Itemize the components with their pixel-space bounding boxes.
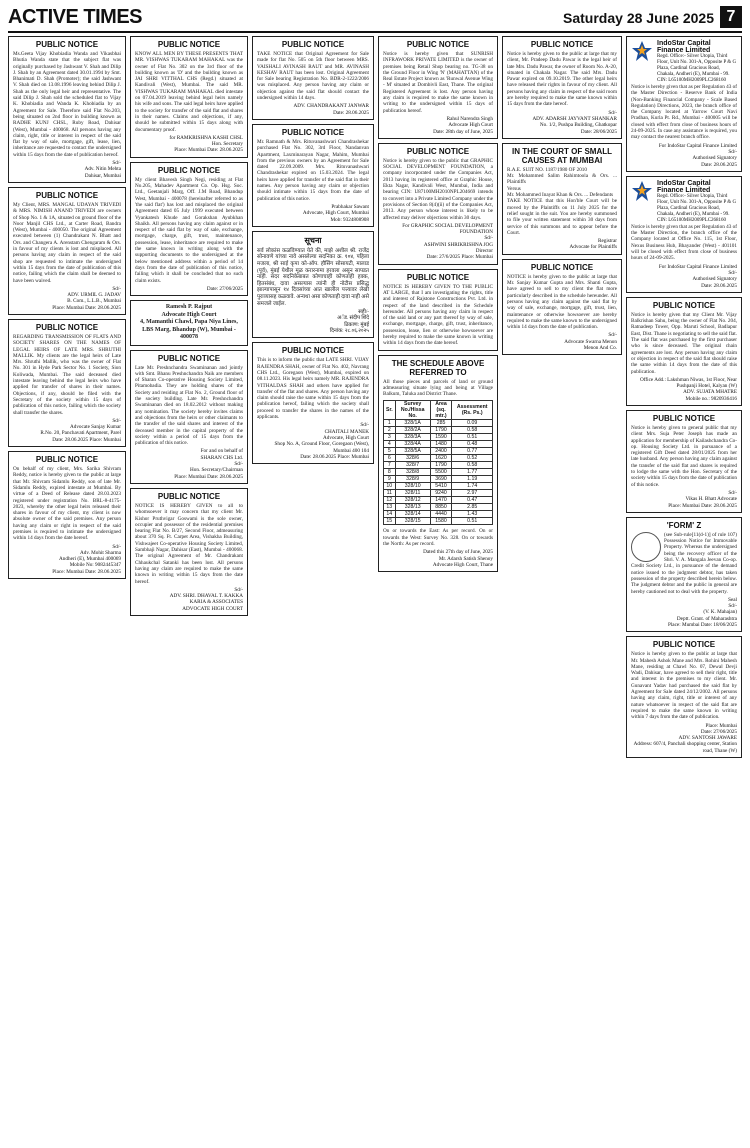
bank-name: IndoStar Capital Finance Limited <box>657 179 711 194</box>
notice-signature: Rahul Narendra Singh Advocate High Court Date: 28th day of June, 2025 <box>433 115 493 135</box>
notice-signature: Date: 27/06/2025 <box>206 285 243 292</box>
table-row <box>384 462 493 469</box>
column-4 <box>378 36 498 576</box>
table-cell: 0.48 <box>452 441 493 448</box>
indostar-logo-icon <box>631 180 653 202</box>
notice-body: On behalf of my client, Mrs. Sarika Shivram Reddy, notice is hereby given to the public at large that Mr. Shivram Sidamlu Reddy, son of late Mr. Sidamlu Reddy, expired intestate at Mumbai. By virtue of a Deed of Release dated 28.03.2023 registered under registration No. BRL-8-4175-2023, whereby the other legal heirs released their shares in favour of my client, my client is now absolute owner of the said premises. Any person having any claim or right in respect of the said premises is required to intimate the undersigned within 14 days from the date hereof. <box>13 466 121 542</box>
table-row <box>384 504 493 511</box>
table-cell: 1790 <box>430 427 452 434</box>
table-cell: 8850 <box>430 504 452 511</box>
masthead <box>8 6 742 28</box>
notice-body: KNOW ALL MEN BY THESE PRESENTS THAT MR. VISHWAS TUKARAM MAHAKAL was the owner of Flat No. 302 on the 3rd floor of the building known as 'D' and the building known as JAI SHRI VITTHAL CHS (Regd.) situated at Kandivali (West), Mumbai. The said MR. VISHWAS TUKARAM MAHAKAL died intestate on 07.04.2019 leaving behind legal heirs namely his wife and sons. The said legal heirs have applied to the society for transfer of the said flat and shares in their names. Claims and objections, if any, should be submitted within 15 days along with documentary proof. <box>135 51 243 133</box>
notice-heading: 'FORM' Z <box>666 520 702 530</box>
notice-body: R.A.E. SUIT NO. 1187/1980 OF 2010 Mr. Mohammed Salim Rahimtoola & Ors. ... Plaintiffs Versus Mr. Mohammed Inayat Khan & Ors. ... Defendants TAKE NOTICE that this Hon'ble Court will be moved by the Plaintiffs on 11 July 2025 for the relief sought in the suit. You are hereby summoned to file your written statement within 30 days from service of this summons and to appear before the Court. <box>507 166 617 236</box>
table-cell: 328/14 <box>395 511 430 518</box>
notice-heading: PUBLIC NOTICE <box>35 322 99 332</box>
table-cell: 1.74 <box>452 483 493 490</box>
table-cell: 9 <box>384 476 396 483</box>
table-cell: 1 <box>384 420 396 427</box>
notice-heading: PUBLIC NOTICE <box>35 455 99 465</box>
table-cell: 12 <box>384 497 396 504</box>
notice-signature: For IndoStar Capital Finance Limited Sd/- Authorised Signatory Date: 28.06.2025 <box>658 263 737 289</box>
survey-table <box>383 400 493 525</box>
notice-signature: For GRAPHIC SOCIAL DEVELOPMENT FOUNDATION Sd/- ASHWINI SHRIKRISHNA JOG Director Date: 27/6/2025 Place: Mumbai <box>402 222 493 261</box>
public-notice <box>252 124 374 227</box>
notice-body: (see Sub-rule[11(d-1)] of rule 107) Possession Notice for Immovable Property. Whereas the undersigned being the recovery officer of the Shri. V. A. Mangala Jeevan Co-op. Credit Society Ltd., in pursuance of the demand notice issued to the judgment debtor, has taken possession of the property described herein below. The judgment debtor and the public in general are hereby cautioned not to deal with the property. <box>631 531 737 595</box>
notice-signature: Sd/- ADV. SHRI. DHAVAL T. KAKKA KARIA & ASSOCIATES ADVOCATE HIGH COURT <box>169 586 243 612</box>
table-cell: 285 <box>430 420 452 427</box>
table-cell: 10 <box>384 483 396 490</box>
table-cell: 328/7 <box>395 462 430 469</box>
table-cell: 328/9 <box>395 476 430 483</box>
table-cell: 328/6 <box>395 455 430 462</box>
table-header: Assessment (Rs. Ps.) <box>452 401 493 420</box>
notice-body: My client Bhavesh Singh Negi, residing at Flat No.205, Mahadev Apartment Co. Op. Hsg. Soc. Ltd., Geetanjali Marg, Off. J.M Road, Bhandup West, Mumbai - 400078 (hereinafter referred to as 'the said flat') has lost and misplaced the original Agreement dated 05 July 1999 executed between Vyankatesh Khude and Gorakshan Ayubkhan Shaikh. All persons having any claim against or in respect of the said flat by way of sale, exchange, mortgage, charge, gift, trust, maintenance, possession, lease, inheritance are required to make the same known in writing along with the supporting documents to the undersigned at the below mentioned address within a period of 14 days from the date of publication of this notice, failing which it shall be concluded that no such claim exists. <box>135 176 243 284</box>
table-header: Survey No./Hissa No. <box>395 401 430 420</box>
notice-heading: PUBLIC NOTICE <box>157 165 221 175</box>
public-notice <box>8 451 126 579</box>
public-notice <box>8 36 126 183</box>
notice-body: Late Mr. Preshnchandra Swaminanan and jointly with Smt. Bhanu Preshnchandra Naik are members of Sharan Co-operative Housing Society Limited, Pitamobadia. They are holding shares of the Society and residing at Flat No. 2, Ground floor of the society building. Late Mr. Preshnchandra Swaminanan died on 18.02.2012 without making any nomination. The society hereby invites claims and objections from the heirs or other claimants to the transfer of the said shares and interest of the deceased member in the capital property of the society within a period of 15 days from the publication of this notice. <box>135 364 243 447</box>
notice-body: NOTICE is hereby given to the public at large that Mr. Sanjay Kumar Gupta and Mrs. Shanti Gupta, have agreed to sell to my client the flat more particularly described in the schedule hereunder. All persons having any claim against the said flat by way of sale, exchange, mortgage, gift, trust, lien, maintenance or otherwise howsoever are hereby required to make the same known to the undersigned within 14 days from the date of publication. <box>507 273 617 331</box>
table-cell: 2.85 <box>452 504 493 511</box>
table-cell: 4 <box>384 441 396 448</box>
notice-heading: PUBLIC NOTICE <box>281 40 345 49</box>
public-notice <box>626 410 742 513</box>
table-cell: 328/15 <box>395 518 430 525</box>
table-cell: 328/12 <box>395 497 430 504</box>
column-2 <box>130 36 248 620</box>
table-cell: 0.52 <box>452 455 493 462</box>
table-cell: 5500 <box>430 469 452 476</box>
table-row <box>384 490 493 497</box>
notice-heading: PUBLIC NOTICE <box>406 146 470 156</box>
possession-notice <box>626 517 742 632</box>
notice-heading: PUBLIC NOTICE <box>530 40 594 49</box>
table-cell: 15 <box>384 518 396 525</box>
bank-address: Regd. Office:- Silver Utopia, Third Floor, Unit No. 301-A, Opposite P & G Plaza, Cardinal Gracious Road, Chakala, Andheri (E), Mumbai - 99. CIN: L65100MH2009PLC268160 <box>657 193 737 223</box>
bank-address: Regd. Office:- Silver Utopia, Third Floor, Unit No. 301-A, Opposite P & G Plaza, Cardinal Gracious Road, Chakala, Andheri (E), Mumbai - 99. CIN: L65100MH2009PLC268160 <box>657 54 737 83</box>
public-notice <box>8 187 126 315</box>
bank-header <box>631 180 737 224</box>
table-cell: 0.58 <box>452 427 493 434</box>
table-cell: 0.09 <box>452 420 493 427</box>
table-row <box>384 434 493 441</box>
public-notice <box>130 488 248 616</box>
notice-signature: Sd/- Advocate Sanjay Kumar R.No. 20, Panchavati Apartment, Parel Date: 28.06.2025 Place: Mumbai <box>40 417 121 443</box>
public-notice <box>502 259 622 356</box>
notice-heading: PUBLIC NOTICE <box>530 262 594 272</box>
notice-heading: IN THE COURT OF SMALL CAUSES AT MUMBAI <box>512 146 612 165</box>
notice-heading: PUBLIC NOTICE <box>406 40 470 49</box>
table-cell: 1620 <box>430 455 452 462</box>
table-row <box>384 511 493 518</box>
notice-signature: Sd/- Adv. Mohit Sharma Andheri (E), Mumbai 400069 Mobile No: 9082445347 Place: Mumbai Date: 28.06.2025 <box>52 543 121 575</box>
notice-heading: PUBLIC NOTICE <box>35 40 99 49</box>
notice-signature: Sd/- ADV. ADARSH JAYVANT SHANKAR No. 1/2, Pushpa Building, Ghatkopar Date: 28/06/2025 <box>532 109 617 135</box>
notice-signature: सही/- अॅड. संदीप शिंदे ठिकाण: मुंबई दिनांक: २८.०६.२०२५ <box>329 309 369 335</box>
table-cell: 1590 <box>430 434 452 441</box>
table-cell: 6 <box>384 455 396 462</box>
table-cell: 8 <box>384 469 396 476</box>
table-row <box>384 427 493 434</box>
column-3 <box>252 36 374 468</box>
column-6 <box>626 36 742 762</box>
public-notice <box>378 355 498 573</box>
table-cell: 328/2A <box>395 427 430 434</box>
indostar-logo-icon <box>631 40 653 62</box>
official-seal-icon <box>631 532 661 562</box>
schedule-boundaries: On or towards the East: As per record. On or towards the West: Survey No. 328. On or towards the North: As per record. <box>383 528 493 548</box>
column-5 <box>502 36 622 359</box>
issue-date: Saturday 28 June 2025 <box>563 10 714 26</box>
notice-heading: THE SCHEDULE ABOVE REFERRED TO <box>391 358 485 377</box>
table-cell: 14 <box>384 511 396 518</box>
notice-body: Notice is hereby given to the public at large that Mr. Mahesh Ashok Mane and Mrs. Rohini Mahesh Mane, residing at Chawl No. 07, Dewal Devji Wadi, Dahisar, have agreed to sell their right, title and interest in the premises to my client. Mr. Gunavant Yadav had purchased the said flat by Agreement for Sale dated 24/12/2002. All persons having any claim, right, title or interest of any nature whatsoever in respect of the said flat are required to make the same known in writing within 7 days from the date of publication. <box>631 651 737 721</box>
public-notice <box>130 162 248 296</box>
table-cell: 328/10 <box>395 483 430 490</box>
notice-body: Mr. Ramnath & Mrs. Rituvanashwari Chandrashekar purchased Flat No. 302, 3rd Floor, Nandanvan Apartment, Laxminarayan Nagar, Mahim, Mumbai from the previous owners by an Agreement for Sale dated 22.09.2009. Mrs. Rituvanashwari Chandrashekar expired on 15.03.2024. The legal heirs have applied for transfer of the said flat in their names. Any person having any claim or objection should intimate within 15 days from the date of publication of this notice. <box>257 138 369 202</box>
notice-body: सर्व लोकांस कळविण्यात येते की, माझे अशील श्री. राजेंद्र सोनावणे यांच्या नावे असलेल्या सदनिका क्र. १०४, पहिला मजला, श्री साई कृपा को-ऑप. हौसिंग सोसायटी, मालाड (पूर्व), मुंबई येथील मूळ करारनामा हरवला असून सापडत नाही. सदर सदनिकेबाबत कोणाचाही कोणताही हक्क, हितसंबंध, दावा असल्यास त्यांनी ही नोटीस प्रसिद्ध झाल्यापासून १४ दिवसांच्या आत खालील पत्त्यावर लेखी पुराव्यासह कळवावे. अन्यथा असा कोणताही दावा नाही असे समजले जाईल. <box>257 247 370 307</box>
notice-body: NOTICE IS HEREBY GIVEN TO THE PUBLIC AT LARGE, that I am investigating the rights, title and interest of Rajstone Constructions Pvt. Ltd. in respect of the land described in the Schedule hereunder. All persons having any claim in respect of the said land or any part thereof by way of sale, exchange, mortgage, charge, gift, trust, inheritance, possession, lease, lien or otherwise howsoever are hereby required to make the same known in writing within 14 days from the date hereof. <box>383 283 493 347</box>
notice-body: Notice is hereby given to the public that GRAPHIC SOCIAL DEVELOPMENT FOUNDATION, a company incorporated under the Companies Act, 2013 having its registered office at Graphic House, Ekta Nagar, Kandivali West, Mumbai, India and bearing CIN: U87100MH2010NPL204669 intends to convert into a Private Limited Company under the provisions of Section 8(4)(ii) of the Companies Act, 2013. Any person whose interest is likely to be affected may deliver objections within 30 days. <box>383 157 493 221</box>
notice-body: This is to inform the public that LATE SHRI. VIJAY RAJENDRA SHAH, owner of Flat No. 402, Navrang CHS Ltd., Goregaon (West), Mumbai, expired on 08.11.2023. His legal heirs namely MR. RAJENDRA VITHALDAS SHAH and others have applied for transfer of the flat and shares. Any person having any claim should raise the same within 15 days from the publication hereof, failing which the society shall proceed to transfer the shares in the names of the applicants. <box>257 357 369 421</box>
table-cell: 2.97 <box>452 490 493 497</box>
notice-body: Notice is hereby given to general public that my client Mrs. Suja Peter Joseph has made an application for membership of Kailashchandra Co-op. Housing Society Ltd. in pursuance of a registered Gift Deed dated 28/01/2025 from her late husband. Any person having any claim against the transfer of the said flat and shares is required to lodge the same with the Hon. Secretary of the society within 15 days from the date of publication of this notice. <box>631 424 737 488</box>
notice-heading: PUBLIC NOTICE <box>406 272 470 282</box>
bank-notice <box>626 36 742 172</box>
public-notice <box>626 297 742 406</box>
table-cell: 7 <box>384 462 396 469</box>
table-cell: 5410 <box>430 483 452 490</box>
table-cell: 0.77 <box>452 448 493 455</box>
notice-body: Notice is hereby given that my Client Mr. Vijay Balkrishan Sahu, being the owner of Flat No. 204, Ratnadeep Tower, Opp. Maruti School, Badlapur East, Dist. Thane is negotiating to sell the said flat. The said flat was purchased by the first purchaser who is since deceased. The original chain agreements are lost. Any person having any claim or objection in respect of the said flat should raise the same within 14 days from the date of this publication. <box>631 311 737 375</box>
table-cell: 3 <box>384 434 396 441</box>
public-notice <box>252 36 374 120</box>
bank-header <box>631 40 737 84</box>
notice-body: REGARDING TRANSMISSION OF FLATS AND SOCIETY SHARES ON THE NAMES OF LEGAL HEIRS OF LATE MRS. SHRUTHI MALLIK. My clients are the legal heirs of Late Mrs. Shruthi Mallik, who was the owner of Flat No. 301 in Hyde Park Sector No. 1 Society, Sion Koliwada, Mumbai. The said deceased died intestate leaving behind the legal heirs who have applied for transfer of shares in their names. Objections, if any, should be filed with the Secretary of the society within 15 days of publication of this notice, failing which the society shall transfer the shares. <box>13 333 121 416</box>
public-notice <box>252 342 374 464</box>
public-notice <box>378 143 498 265</box>
public-notice <box>626 636 742 758</box>
newspaper-title: ACTIVE TIMES <box>8 6 143 28</box>
notice-signature: Dated this 27th day of June, 2025 Mr. Adarsh Satish Shenoy Advocate High Court, Thane <box>423 549 493 568</box>
notice-heading: PUBLIC NOTICE <box>652 300 716 310</box>
table-row <box>384 455 493 462</box>
notice-heading: सूचना <box>304 235 322 245</box>
table-row <box>384 420 493 427</box>
column-1 <box>8 36 126 583</box>
table-cell: 1470 <box>430 497 452 504</box>
table-cell: 328/1A <box>395 420 430 427</box>
notice-signature: Office Add.: Lakshman Niwas, 1st Floor, Near Pushpanji Hotel, Kalyan (W) ADV. SUJATA MHATRE Mobile no.: 9820936416 <box>640 376 737 402</box>
notice-body: Ramesh P. Rajput Advocate High Court 4, Mamanthi Chawl, Papa Niya Lines, LBS Marg, Bhandup (W), Mumbai - 400078 <box>140 304 238 341</box>
notice-signature: Sd/- Advocate Swarna Menon Menon And Co. <box>564 332 617 351</box>
notice-signature: Sd/- ADV. URMIL G. JADAV B. Com., L.L.B., Mumbai Place: Mumbai Date: 28.06.2025 <box>52 285 121 311</box>
notice-signature: For and on behalf of SHARAN CHS Ltd. Sd/- Hon. Secretary/Chairman Place: Mumbai Date: 28.06.2025 <box>174 448 243 480</box>
table-header: Sr. <box>384 401 396 420</box>
notice-signature: Sd/- Vikas H. Bhatt Advocate Place: Mumbai Date: 28.06.2025 <box>668 489 737 509</box>
notice-heading: PUBLIC NOTICE <box>652 640 716 650</box>
table-cell: 0.51 <box>452 518 493 525</box>
table-row <box>384 441 493 448</box>
notice-signature: Seal Sd/- (V. K. Mahajan) Deptt. Grant. of Maharashtra Place: Mumbai Date: 18/06/2025 <box>667 596 737 628</box>
table-cell: 1480 <box>430 441 452 448</box>
public-notice <box>502 143 622 255</box>
public-notice <box>378 36 498 139</box>
public-notice <box>130 36 248 158</box>
table-row <box>384 448 493 455</box>
notice-body: Notice is hereby given that as per Regulation 43 of the Master Direction, the branch office of the Company located at Office No. 115, 1st Floor, Nexus Business Hub, Bhayander (West) - 401101 will be closed with effect from close of business hours of 24-09-2025. <box>631 223 737 262</box>
table-cell: 5 <box>384 448 396 455</box>
table-cell: 328/13 <box>395 504 430 511</box>
bank-name: IndoStar Capital Finance Limited <box>657 40 711 54</box>
notice-signature: Place: Mumbai Date: 27/06/2025 ADV. SANTOSH JAWARE Address: 607/4, Panchali shopping center, Station road, Thane (W) <box>633 722 737 754</box>
notice-heading: PUBLIC NOTICE <box>157 491 221 501</box>
public-notice <box>130 350 248 484</box>
notice-signature: Registrar Advocate for Plaintiffs <box>569 238 617 251</box>
notice-signature: for RAMKRISHNA KASHI CHSL Hon. Secretary Place: Mumbai Date: 28.06.2025 <box>169 134 243 154</box>
notice-heading: PUBLIC NOTICE <box>157 40 221 49</box>
page-number: 7 <box>720 6 742 28</box>
table-cell: 2 <box>384 427 396 434</box>
table-header: Area (sq. mtr.) <box>430 401 452 420</box>
notice-body: NOTICE IS HEREBY GIVEN to all to whomsoever it may concern that my client Mr. Kishor Pruthvigar Goswami is the sole owner, occupier and possessor of the residential premises bearing Flat No. B/27, Second Floor, admeasuring about 370 Sq. Ft. Carpet Area, Vishakha Building, Vishwajeet Co-operative Housing Society Limited, Sambhaji Nagar, Dahisar (East), Mumbai - 400068. The original Agreement of Mr. Chandrakant Chhaukchal Satanki has been lost. All persons having any claim are required to make the same known in writing within 15 days from the date hereof. <box>135 502 243 585</box>
notice-body: My Client, MRS. MANGAL UDAYAN TRIVEDI & MRS. NIMISH ANAND TRIVEDI are owners of Shop No. 1 & 1A, situated on ground floor of the Noor Manjil CHS Ltd., at Carter Road, Bandra (West), Mumbai - 400050. The original Agreement executed between (1) Chandrakant N. Bhatt and Ors. and Changera A. Arenstam Chengaram & Ors. in favour of my clients is lost and misplaced. All persons having any claim in respect of the said shop are requested to intimate the undersigned within 15 days from the date of publication of this notice, failing which the claim shall be deemed to have been waived. <box>13 201 121 284</box>
table-cell: 0.51 <box>452 434 493 441</box>
table-cell: 328/8 <box>395 469 430 476</box>
table-row <box>384 483 493 490</box>
notice-signature: For IndoStar Capital Finance Limited Sd/- Authorised Signatory Date: 28.06.2025 <box>658 142 737 168</box>
table-cell: 328/4A <box>395 441 430 448</box>
notice-signature: ADV. CHANDRAKANT JANWAR Date: 28.06.2025 <box>293 103 369 116</box>
table-cell: 1.77 <box>452 469 493 476</box>
table-cell: 11 <box>384 490 396 497</box>
notice-signature: Prabhakar Sawant Advocate, High Court, Mumbai Mob: 9324808908 <box>302 203 369 223</box>
table-cell: 328/11 <box>395 490 430 497</box>
table-row <box>384 518 493 525</box>
notice-heading: PUBLIC NOTICE <box>652 413 716 423</box>
notice-heading: PUBLIC NOTICE <box>35 190 99 200</box>
table-row <box>384 497 493 504</box>
notice-body: All those pieces and parcels of land or ground admeasuring situate lying and being at Village Balkum, Taluka and District Thane. <box>383 378 493 398</box>
table-cell: 2400 <box>430 448 452 455</box>
table-cell: 0.47 <box>452 497 493 504</box>
table-cell: 328/3A <box>395 434 430 441</box>
table-row <box>384 476 493 483</box>
notice-body: Ms.Geeta Vijay Khobiadia Wanda and Vikasbhai Bhutia Wanda state that the subject flat was originally purchased by Jashwant V. Shah and Dilip J. Shah by an Agreement dated 30.01.1994 by Smt. Bhanimati D. Shah (Promoter); the said Jashwant V. Shah died on 13.08.1996 leaving behind Dilip J. Shah as the only legal heir and representative. The said Dilip J. Shah sold the scheduled flat to Vijay K. Khobiadia and Wanda K. Khobiadia by an Agreement for Sale. Therefore said Flat No.203, being situated on 2nd floor in building known as RADHE KUNJ CHSL, Ruby Road, Dahisar (West), Mumbai - 400068. All persons having any claim, right, title or interest in respect of the said flat by way of sale, mortgage, gift, lease, lien, inheritance are requested to contact the undersigned within 15 days from the date of publication hereof. <box>13 51 121 158</box>
notice-heading: PUBLIC NOTICE <box>157 353 221 363</box>
table-cell: 1.43 <box>452 511 493 518</box>
notice-body: Notice is hereby given to the public at large that my client, Mr. Pradeep Dadu Pawar is the legal heir of late Mrs. Dadu Pawar, the owner of Room No. A-20, situated in Chakala Nagar. The said Mrs. Dadu Pawar expired on 09.10.2019. The other legal heirs have released their rights in favour of my client. All persons having any claim in respect of the said room are hereby required to make the same known within 15 days from the date hereof. <box>507 51 617 108</box>
table-cell: 3690 <box>430 476 452 483</box>
public-notice <box>252 231 374 339</box>
notice-signature: Sd/- Adv. Nitin Mehta Dahisar, Mumbai <box>84 160 121 179</box>
notice-heading: PUBLIC NOTICE <box>281 346 345 356</box>
table-cell: 328/5A <box>395 448 430 455</box>
notice-body: TAKE NOTICE that Original Agreement for Sale made for flat No. 505 on 5th floor between MRS. VAISHALI AVINASH RAUT and MR. AVINASH KESHAV RAUT has been lost. Original Agreement for Sale bearing Registration No. BDR-2-1222/2006 was misplaced. Any person having any claim or objection against the said flat should contact the undersigned within 14 days. <box>257 51 369 102</box>
public-notice <box>502 36 622 139</box>
public-notice <box>8 319 126 447</box>
table-cell: 1.19 <box>452 476 493 483</box>
table-cell: 13 <box>384 504 396 511</box>
notice-body: Notice is hereby given that as per Regulation 43 of the Master Direction - Reserve Bank of India (Non-Banking Financial Company - Scale Based Regulation) Directions, 2023, the branch office of the Company located at Yarrow Court Navi Pradhan, Kurla Pt. Rd., Mumbai - 400005 will be closed with effect from close of business hours of 24-09-2025. In case any assistance is required, you may contact the nearest branch office. <box>631 84 737 141</box>
notice-heading: PUBLIC NOTICE <box>281 127 345 137</box>
table-cell: 1790 <box>430 462 452 469</box>
table-cell: 4440 <box>430 511 452 518</box>
bank-notice <box>626 176 742 293</box>
public-notice <box>378 269 498 351</box>
table-cell: 0.58 <box>452 462 493 469</box>
masthead-rule <box>8 31 742 33</box>
table-cell: 1580 <box>430 518 452 525</box>
notice-signature: Sd/- CHAITALI MANEK Advocate, High Court Shop No. A, Ground Floor, Goregaon (West), Mumbai 400 104 Date: 28.06.2025 Place: Mumbai <box>274 422 369 460</box>
notice-body: Notice is hereby given that SUNRISH INFRAWORK PRIVATE LIMITED is the owner of premises being Retail Shop bearing no. TG-38 on the Ground Floor in Wing 'N' (MAHATTAN) of the Real Estate Project known as 'Runwal Avenue Wing - M' situated at Dombivli East, Thane. The original Registered Agreement is lost. Any person having any claim is required to make the same known in writing to the undersigned within 15 days of publication hereof. <box>383 51 493 114</box>
table-row <box>384 469 493 476</box>
table-cell: 9240 <box>430 490 452 497</box>
public-notice <box>130 300 248 346</box>
